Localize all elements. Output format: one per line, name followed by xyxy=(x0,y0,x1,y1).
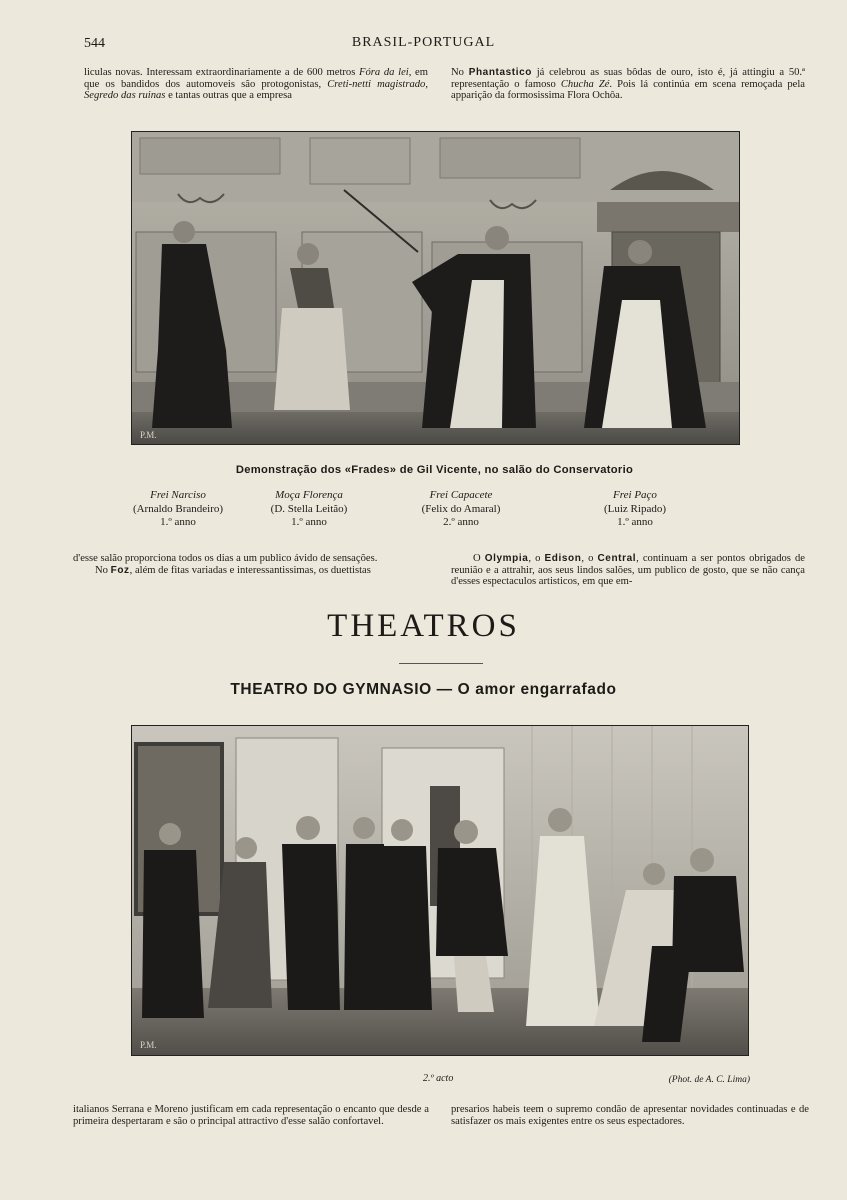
mid-right-column: O Olympia, o Edison, o Central, continuam a ser pontos obrigados de reunião e a attrahir, aos seus lindos salões, um publico de gosto, que se não cança d'esses espectaculos artisticos, em que em- xyxy=(451,553,805,588)
section-title: THEATROS xyxy=(327,608,520,644)
cast-entry: Frei Paço (Luiz Ripado) 1.º anno xyxy=(603,489,666,529)
mid-left-column: d'esse salão proporciona todos os dias a um publico ávido de sensações. No Foz, além de fitas variadas e interessantissimas, os duettistas xyxy=(73,553,378,576)
bottom-right-column: presarios habeis teem o supremo condão de apresentar novidades continuadas e de satisfazer os mais exigentes entre os seus espectadores. xyxy=(451,1104,809,1127)
running-title: BRASIL-PORTUGAL xyxy=(351,35,496,50)
frades-photo xyxy=(131,131,740,445)
section-subtitle: THEATRO DO GYMNASIO — O amor engarrafado xyxy=(230,681,617,698)
photo2-caption: 2.º acto xyxy=(423,1073,454,1084)
photo2-signature: P.M. xyxy=(140,1040,157,1050)
top-right-column: No Phantastico já celebrou as suas bôdas de ouro, isto é, já attingiu a 50.ª representação o famoso Chucha Zé. Pois lá continúa em scena remoçada pela apparição da formosissima Flora Ochôa. xyxy=(451,67,805,102)
photo1-signature: P.M. xyxy=(140,430,157,440)
bottom-left-column: italianos Serrana e Moreno justificam em cada representação o encanto que desde a primeira despertaram e são o principal attractivo d'esse salão confortavel. xyxy=(73,1104,429,1127)
cast-entry: Frei Capacete (Felix do Amaral) 2.º anno xyxy=(421,489,501,529)
photo1-caption: Demonstração dos «Frades» de Gil Vicente, no salão do Conservatorio xyxy=(235,464,634,476)
cast-entry: Moça Florença (D. Stella Leitão) 1.º anno xyxy=(270,489,348,529)
top-left-column: liculas novas. Interessam extraordinariamente a de 600 metros Fóra da lei, em que os bandidos dos automoveis são protogonistas, Creti-netti magistrado, Segredo das ruinas e tantas outras que a empresa xyxy=(84,67,429,102)
gymnasio-photo xyxy=(131,725,749,1056)
cast-entry: Frei Narciso (Arnaldo Brandeiro) 1.º anno xyxy=(132,489,224,529)
photo-credit: (Phot. de A. C. Lima) xyxy=(668,1075,750,1085)
page-number: 544 xyxy=(84,36,105,51)
title-divider xyxy=(399,663,483,664)
